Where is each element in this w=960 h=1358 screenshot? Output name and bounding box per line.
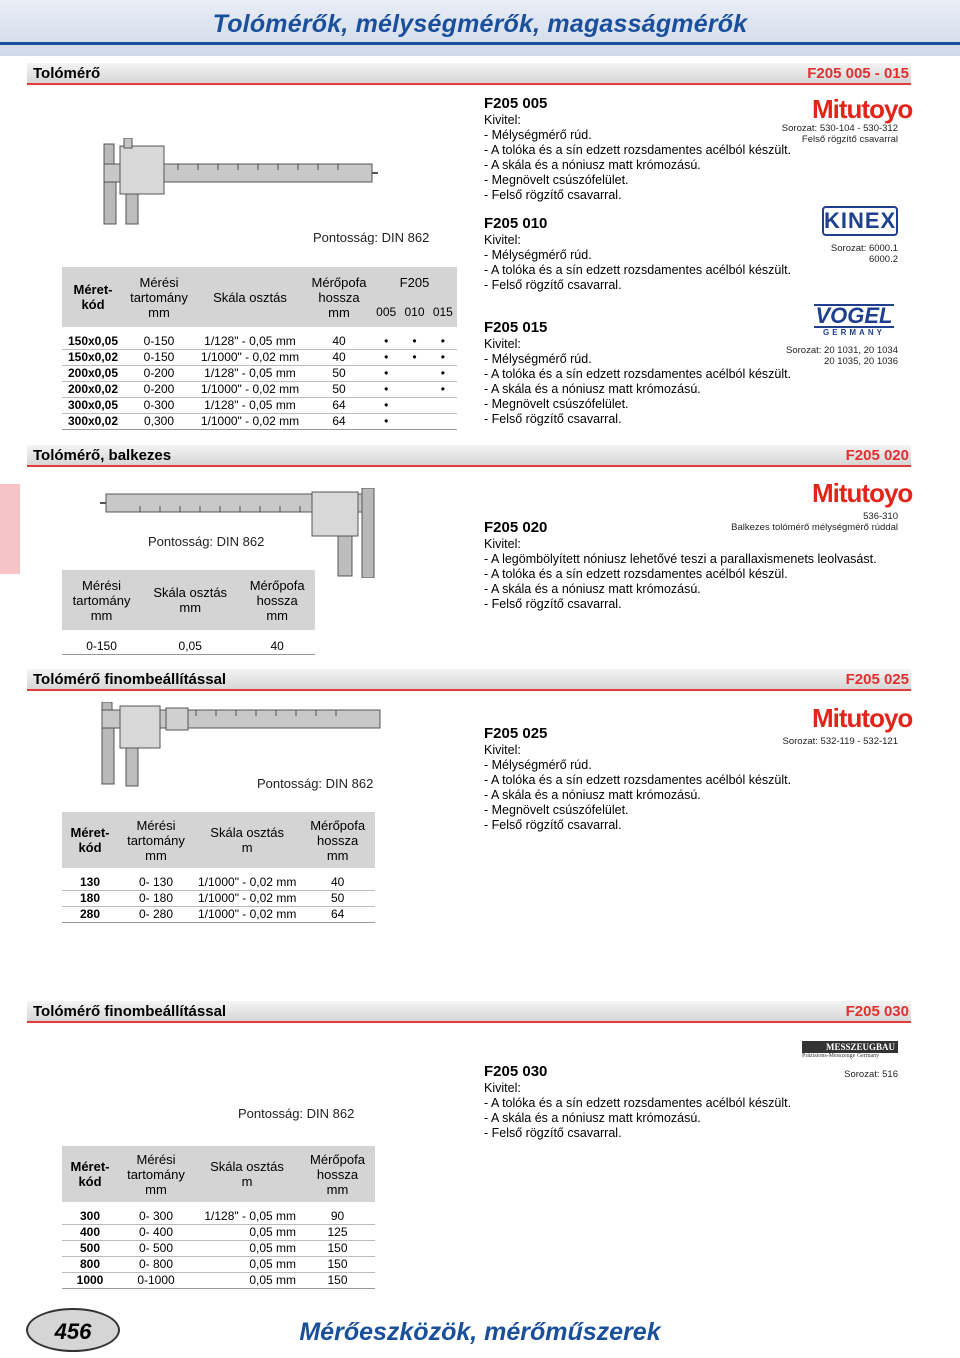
page-title: Tolómérők, mélységmérők, magasságmérők xyxy=(212,10,748,38)
header-rule xyxy=(0,42,960,45)
col-header-kod: Méret- kód xyxy=(62,1146,118,1202)
col-header-jaw: Mérőpofa hossza mm xyxy=(239,570,315,630)
table-row: 200x0,02 0-200 1/1000" - 0,02 mm 50 • • xyxy=(62,381,457,397)
product-code: F205 015 xyxy=(484,319,548,336)
col-header-005: 005 xyxy=(372,297,400,327)
table-row: 300 0- 300 1/128" - 0,05 mm 90 xyxy=(62,1208,375,1224)
mitutoyo-logo: Mitutoyo xyxy=(812,94,913,124)
product-f205-020 xyxy=(484,520,904,612)
col-header-range: Mérési tartomány mm xyxy=(118,812,194,868)
table-row: 500 0- 500 0,05 mm 150 xyxy=(62,1240,375,1256)
col-header-015: 015 xyxy=(429,297,457,327)
product-f205-010 xyxy=(484,216,814,293)
feature-line: - A tolóka és a sín edzett rozsdamentes acélból készült. xyxy=(484,263,792,277)
feature-line: - Mélységmérő rúd. xyxy=(484,758,592,772)
section-codes: F205 025 xyxy=(845,671,909,688)
feature-line: - Mélységmérő rúd. xyxy=(484,352,592,366)
table-row: 150x0,05 0-150 1/128" - 0,05 mm 40 • • • xyxy=(62,333,457,349)
feature-line: - A skála és a nóniusz matt krómozású. xyxy=(484,382,701,396)
series-note: Sorozat: 530-104 - 530-312 Felső rögzítő csavarral xyxy=(781,123,898,145)
col-header-jaw: Mérőpofa hossza mm xyxy=(300,812,375,868)
kivitel-label: Kivitel: xyxy=(484,1081,521,1095)
feature-line: - A skála és a nóniusz matt krómozású. xyxy=(484,1111,701,1125)
feature-line: - A tolóka és a sín edzett rozsdamentes acélból készült. xyxy=(484,1096,792,1110)
series-note: 536-310 Balkezes tolómérő mélységmérő rúddal xyxy=(731,511,898,533)
edge-tab xyxy=(0,484,20,574)
table-row: 280 0- 280 1/1000" - 0,02 mm 64 xyxy=(62,906,375,922)
product-f205-030 xyxy=(484,1064,814,1141)
feature-line: - Mélységmérő rúd. xyxy=(484,128,592,142)
messzeugbau-logo: MESSZEUGBAU Präzisions-Messzeuge Germany xyxy=(802,1041,898,1063)
mitutoyo-logo: Mitutoyo xyxy=(812,478,913,508)
accuracy-note: Pontosság: DIN 862 xyxy=(238,1106,355,1121)
col-header-scale: Skála osztás m xyxy=(194,812,300,868)
section-title: Tolómérő finombeállítással xyxy=(33,671,227,688)
accuracy-note: Pontosság: DIN 862 xyxy=(148,534,265,549)
col-header-range: Mérési tartomány mm xyxy=(62,570,141,630)
feature-line: - A skála és a nóniusz matt krómozású. xyxy=(484,788,701,802)
page-number: 456 xyxy=(54,1319,92,1344)
accuracy-note: Pontosság: DIN 862 xyxy=(313,230,430,245)
spec-table-s4 xyxy=(62,1146,375,1289)
product-code: F205 010 xyxy=(484,215,548,232)
feature-line: - Felső rögzítő csavarral. xyxy=(484,412,622,426)
table-row: 1000 0-1000 0,05 mm 150 xyxy=(62,1272,375,1288)
section-codes: F205 020 xyxy=(845,447,909,464)
col-header-scale: Skála osztás m xyxy=(194,1146,300,1202)
kivitel-label: Kivitel: xyxy=(484,233,521,247)
spec-table-s1 xyxy=(62,267,457,430)
feature-line: - Megnövelt csúszófelület. xyxy=(484,173,629,187)
feature-line: - Felső rögzítő csavarral. xyxy=(484,188,622,202)
table-row: 0-150 0,05 40 xyxy=(62,638,315,654)
col-header-scale: Skála osztás xyxy=(194,267,306,327)
table-row: 130 0- 130 1/1000" - 0,02 mm 40 xyxy=(62,874,375,890)
col-header-jaw: Mérőpofa hossza mm xyxy=(306,267,372,327)
feature-line: - A legömbölyített nóniusz lehetővé teszi a parallaxismenets leolvasást. xyxy=(484,552,877,566)
col-header-range: Mérési tartomány mm xyxy=(124,267,194,327)
table-row: 300x0,02 0,300 1/1000" - 0,02 mm 64 • xyxy=(62,413,457,429)
product-code: F205 030 xyxy=(484,1063,548,1080)
product-f205-005 xyxy=(484,96,814,203)
feature-line: - A tolóka és a sín edzett rozsdamentes acélból készült. xyxy=(484,143,792,157)
product-f205-015 xyxy=(484,320,814,427)
caliper-image xyxy=(100,488,380,578)
feature-line: - Felső rögzítő csavarral. xyxy=(484,278,622,292)
page-header xyxy=(0,0,960,56)
col-header-range: Mérési tartomány mm xyxy=(118,1146,194,1202)
feature-line: - Felső rögzítő csavarral. xyxy=(484,818,622,832)
kivitel-label: Kivitel: xyxy=(484,113,521,127)
feature-line: - Megnövelt csúszófelület. xyxy=(484,397,629,411)
kivitel-label: Kivitel: xyxy=(484,743,521,757)
col-header-f205: F205 xyxy=(372,267,457,297)
feature-line: - A skála és a nóniusz matt krómozású. xyxy=(484,582,701,596)
product-code: F205 020 xyxy=(484,519,548,536)
kivitel-label: Kivitel: xyxy=(484,337,521,351)
table-row: 200x0,05 0-200 1/128" - 0,05 mm 50 • • xyxy=(62,365,457,381)
table-row: 180 0- 180 1/1000" - 0,02 mm 50 xyxy=(62,890,375,906)
col-header-kod: Méret- kód xyxy=(62,812,118,868)
series-note: Sorozat: 532-119 - 532-121 xyxy=(782,736,898,747)
feature-line: - Mélységmérő rúd. xyxy=(484,248,592,262)
table-row: 300x0,05 0-300 1/128" - 0,05 mm 64 • xyxy=(62,397,457,413)
col-header-kod: Méret- kód xyxy=(62,267,124,327)
spec-table-s3 xyxy=(62,812,375,923)
table-row: 800 0- 800 0,05 mm 150 xyxy=(62,1256,375,1272)
feature-line: - A skála és a nóniusz matt krómozású. xyxy=(484,158,701,172)
col-header-jaw: Mérőpofa hossza mm xyxy=(300,1146,375,1202)
section-bar-tolomero xyxy=(27,63,911,85)
series-note: Sorozat: 516 xyxy=(844,1069,898,1080)
section-title: Tolómérő finombeállítással xyxy=(33,1003,227,1020)
section-title: Tolómérő, balkezes xyxy=(33,447,172,464)
feature-line: - A tolóka és a sín edzett rozsdamentes acélból készült. xyxy=(484,367,792,381)
kinex-logo: KINEX xyxy=(822,206,898,236)
feature-line: - Felső rögzítő csavarral. xyxy=(484,1126,622,1140)
table-row: 400 0- 400 0,05 mm 125 xyxy=(62,1224,375,1240)
feature-line: - Megnövelt csúszófelület. xyxy=(484,803,629,817)
section-codes: F205 005 - 015 xyxy=(807,65,909,82)
vogel-logo: VOGEL GERMANY xyxy=(815,303,893,337)
footer-title: Mérőeszközök, mérőműszerek xyxy=(299,1318,661,1346)
col-header-scale: Skála osztás mm xyxy=(141,570,239,630)
section-title: Tolómérő xyxy=(33,65,101,82)
mitutoyo-logo: Mitutoyo xyxy=(812,703,913,733)
series-note: Sorozat: 6000.1 6000.2 xyxy=(830,243,898,265)
product-code: F205 025 xyxy=(484,725,548,742)
section-bar-balkezes xyxy=(27,445,911,467)
section-bar-finombeallitas-2 xyxy=(27,1001,911,1023)
section-codes: F205 030 xyxy=(845,1003,909,1020)
col-header-010: 010 xyxy=(400,297,428,327)
feature-line: - Felső rögzítő csavarral. xyxy=(484,597,622,611)
kivitel-label: Kivitel: xyxy=(484,537,521,551)
section-bar-finombeallitas-1 xyxy=(27,669,911,691)
series-note: Sorozat: 20 1031, 20 1034 20 1035, 20 1036 xyxy=(786,345,898,367)
spec-table-s2 xyxy=(62,570,315,655)
accuracy-note: Pontosság: DIN 862 xyxy=(257,776,374,791)
product-code: F205 005 xyxy=(484,95,548,112)
caliper-image xyxy=(98,138,378,228)
feature-line: - A tolóka és a sín edzett rozsdamentes acélból készül. xyxy=(484,567,788,581)
feature-line: - A tolóka és a sín edzett rozsdamentes acélból készült. xyxy=(484,773,792,787)
table-row: 150x0,02 0-150 1/1000" - 0,02 mm 40 • • • xyxy=(62,349,457,365)
